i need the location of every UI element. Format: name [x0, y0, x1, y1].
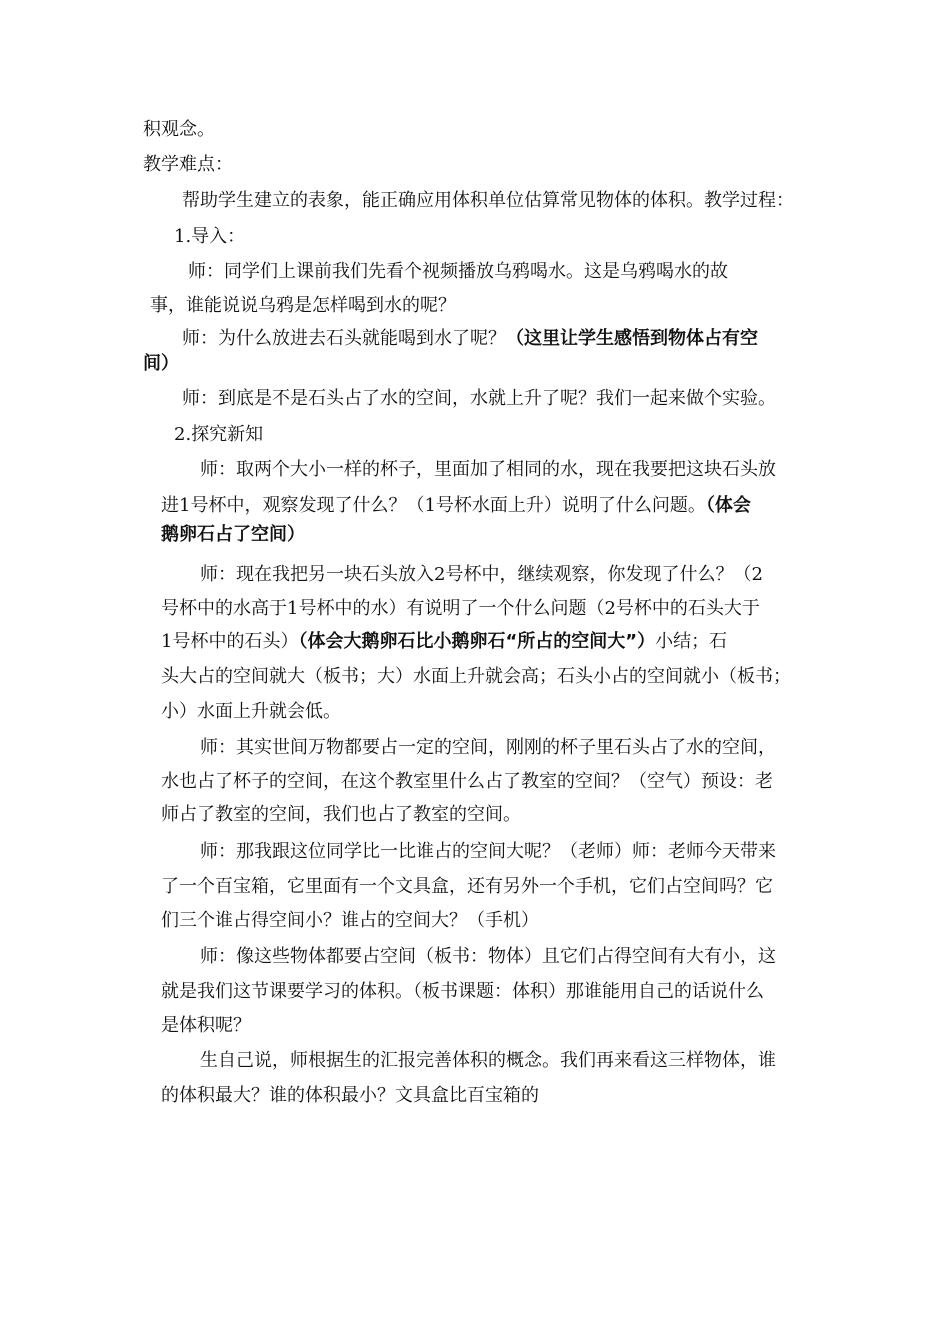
text-line [200, 1049, 776, 1073]
text-segment: 水也占了杯子的空间，在这个教室里什么占了教室的空间？（空气）预设：老 [161, 771, 773, 792]
text-segment: 师：取两个大小一样的杯子，里面加了相同的水，现在我要把这块石头放 [200, 459, 776, 480]
text-segment: 师：同学们上课前我们先看个视频播放乌鸦喝水。这是乌鸦喝水的故 [188, 261, 728, 282]
text-segment: 师：为什么放进去石头就能喝到水了呢？ [182, 328, 506, 349]
text-segment: 小）水面上升就会低。 [161, 701, 341, 722]
bold-annotation: （体会 [705, 495, 751, 516]
text-line [161, 980, 764, 1004]
text-segment: 师：现在我把另一块石头放入2号杯中，继续观察，你发现了什么？（2 [200, 564, 763, 585]
section-heading [174, 423, 263, 447]
text-segment: 1.导入： [174, 226, 246, 247]
text-line [182, 189, 794, 213]
text-line [143, 118, 215, 142]
text-line [161, 1084, 539, 1108]
text-line [200, 736, 776, 760]
text-segment: 进1号杯中，观察发现了什么？（1号杯水面上升）说明了什么问题。 [161, 495, 706, 516]
text-segment: 间） [143, 353, 179, 374]
text-line [161, 909, 539, 933]
section-heading [143, 153, 233, 177]
text-segment: 师：那我跟这位同学比一比谁占的空间大呢？（老师）师：老师今天带来 [200, 841, 776, 862]
text-segment: 帮助学生建立的表象，能正确应用体积单位估算常见物体的体积。教学过程： [182, 190, 794, 211]
text-segment: 1号杯中的石头） [161, 631, 299, 652]
text-line [161, 803, 521, 827]
text-segment: 积观念。 [143, 119, 215, 140]
text-segment: 小结；石 [655, 631, 728, 652]
text-line [200, 945, 776, 969]
text-segment: 的体积最大？谁的体积最小？文具盒比百宝箱的 [161, 1085, 539, 1106]
bold-annotation: （这里让学生感悟到物体占有空 [506, 328, 758, 349]
text-segment: 就是我们这节课要学习的体积。（板书课题：体积）那谁能用自己的话说什么 [161, 981, 764, 1002]
text-segment: 教学难点： [143, 154, 233, 175]
text-line [161, 770, 773, 794]
text-line [161, 665, 791, 689]
text-segment: 师：像这些物体都要占空间（板书：物体）且它们占得空间有大有小，这 [200, 946, 776, 967]
text-line [161, 494, 751, 518]
text-segment: 师占了教室的空间，我们也占了教室的空间。 [161, 804, 521, 825]
text-line [161, 630, 727, 654]
text-segment: 号杯中的水高于1号杯中的水）有说明了一个什么问题（2号杯中的石头大于 [161, 598, 760, 619]
text-line [182, 327, 758, 351]
text-segment: 们三个谁占得空间小？谁占的空间大？（手机） [161, 910, 539, 931]
bold-annotation [161, 523, 305, 547]
text-segment: 师：到底是不是石头占了水的空间，水就上升了呢？我们一起来做个实验。 [182, 388, 776, 409]
text-line [182, 387, 776, 411]
bold-annotation: （体会大鹅卵石比小鹅卵石“所占的空间大”） [298, 631, 656, 652]
text-line [200, 563, 763, 587]
text-segment: 师：其实世间万物都要占一定的空间，刚刚的杯子里石头占了水的空间， [200, 737, 776, 758]
text-line [188, 260, 728, 284]
text-line [200, 458, 776, 482]
text-line [161, 875, 773, 899]
text-segment: 2.探究新知 [174, 424, 264, 445]
text-segment: 头大占的空间就大（板书；大）水面上升就会高；石头小占的空间就小（板书； [161, 666, 791, 687]
text-line [161, 1014, 251, 1038]
text-line [150, 294, 456, 318]
text-segment: 生自己说，师根据生的汇报完善体积的概念。我们再来看这三样物体，谁 [200, 1050, 776, 1071]
text-line [200, 840, 776, 864]
text-segment: 是体积呢？ [161, 1015, 251, 1036]
text-segment: 了一个百宝箱，它里面有一个文具盒，还有另外一个手机，它们占空间吗？它 [161, 876, 773, 897]
bold-annotation [143, 352, 179, 376]
text-line [161, 700, 341, 724]
text-line [161, 597, 760, 621]
text-segment: 事，谁能说说乌鸦是怎样喝到水的呢？ [150, 295, 456, 316]
text-segment: 鹅卵石占了空间） [161, 524, 305, 545]
section-heading [174, 225, 245, 249]
